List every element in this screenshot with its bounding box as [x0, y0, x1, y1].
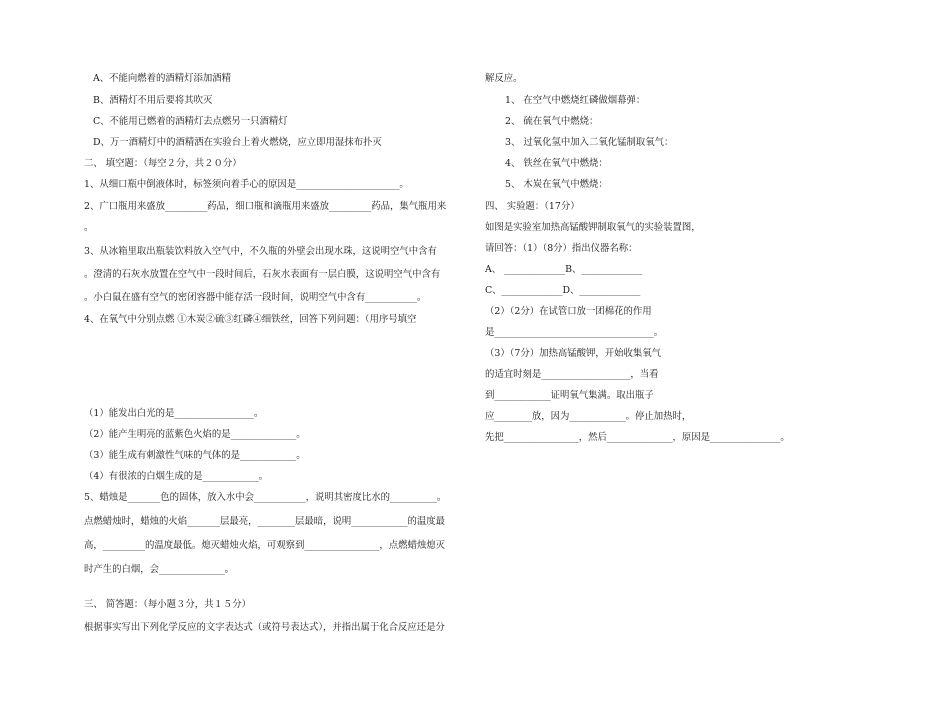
experiment-q3-line3: 到____________证明氧气集满。取出瓶子 — [485, 390, 654, 401]
question-5-line4: 时产生的白烟，会______________。 — [84, 564, 235, 575]
question-3-line1: 3、从冰箱里取出瓶装饮料放入空气中，不久瓶的外壁会出现水珠，这说明空气中含有 — [84, 246, 437, 257]
experiment-q2-line1: （2）（2分）在试管口放一团棉花的作用 — [485, 306, 652, 317]
reaction-item-3: 3、 过氧化氢中加入二氧化锰制取氧气： — [505, 137, 674, 148]
experiment-q1: 请回答：（1）（8分）指出仪器名称： — [485, 243, 638, 254]
experiment-q3-line5: 先把________________，然后______________，原因是_______________。 — [485, 432, 790, 443]
question-2-line2: 。 — [84, 222, 94, 233]
experiment-q3-line2: 的适宜时刻是___________________，当看 — [485, 369, 659, 380]
short-answer-intro: 根据事实写出下列化学反应的文字表达式（或符号表达式），并指出属于化合反应还是分 — [84, 622, 445, 633]
question-4-sub3: （3）能生成有刺激性气味的气体的是____________。 — [84, 450, 306, 461]
option-c: C、不能用已燃着的酒精灯去点燃另一只酒精灯 — [93, 116, 288, 127]
reaction-item-2: 2、 硫在氧气中燃烧： — [505, 116, 599, 127]
reaction-item-1: 1、 在空气中燃烧红磷做烟幕弹： — [505, 95, 646, 106]
reaction-item-5: 5、 木炭在氧气中燃烧： — [505, 179, 608, 190]
experiment-q2-line2: 是__________________________________。 — [485, 327, 664, 338]
question-5-line1: 5、蜡烛是_______色的固体，放入水中会___________，说明其密度比水的__________。 — [84, 492, 447, 503]
question-3-line3: 。小白鼠在盛有空气的密闭容器中能存活一段时间，说明空气中含有___________。 — [84, 292, 427, 303]
experiment-q3-line4: 应________放，因为____________。停止加热时， — [485, 411, 692, 422]
short-answer-header: 三、 简答题：（每小题３分，共１５分） — [84, 599, 252, 610]
experiment-q1-ab: A、 _____________B、_____________ — [485, 264, 643, 275]
option-b: B、酒精灯不用后要将其吹灭 — [93, 95, 213, 106]
reaction-item-4: 4、 铁丝在氧气中燃烧： — [505, 158, 608, 169]
experiment-q1-cd: C、_____________D、_____________ — [485, 285, 641, 296]
experiment-header: 四、 实验题：（17分） — [485, 201, 580, 212]
question-5-line2: 点燃蜡烛时，蜡烛的火焰_______层最亮，________层最暗，说明____________的温度最 — [84, 516, 445, 527]
question-4-sub1: （1）能发出白光的是_________________。 — [84, 408, 264, 419]
option-d: D、万一酒精灯中的酒精洒在实验台上着火燃烧，应立即用湿抹布扑灭 — [93, 137, 382, 148]
question-1: 1、从细口瓶中倒液体时，标签须向着手心的原因是______________________。 — [84, 179, 409, 190]
experiment-q3-line1: （3）（7分）加热高锰酸钾，开始收集氧气 — [485, 348, 661, 359]
option-a: A、不能向燃着的酒精灯添加酒精 — [93, 73, 232, 84]
question-2-line1: 2、广口瓶用来盛放_________药品，细口瓶和滴瓶用来盛放_________药品，集气瓶用来 — [84, 201, 447, 212]
question-4: 4、在氧气中分别点燃 ①木炭②硫③红磷④细铁丝，回答下列问题：（用序号填空 — [84, 314, 417, 325]
experiment-intro: 如图是实验室加热高锰酸钾制取氧气的实验装置图， — [485, 222, 701, 233]
question-5-line3: 高，_________的温度最低。熄灭蜡烛火焰，可观察到________________，点燃蜡烛熄灭 — [84, 540, 445, 551]
question-4-sub4: （4）有很浓的白烟生成的是____________。 — [84, 471, 269, 482]
fill-section-header: 二、 填空题：（每空２分，共２０分） — [84, 158, 242, 169]
question-4-sub2: （2）能产生明亮的蓝紫色火焰的是______________。 — [84, 429, 306, 440]
question-3-line2: 。澄清的石灰水放置在空气中一段时间后，石灰水表面有一层白膜，这说明空气中含有 — [84, 269, 441, 280]
short-answer-continued: 解反应。 — [485, 73, 523, 84]
